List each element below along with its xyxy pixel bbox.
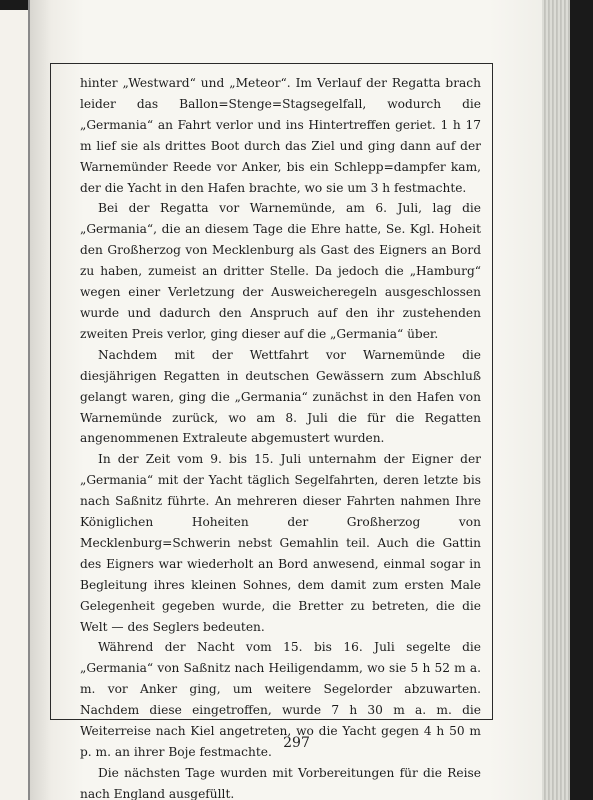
left-page-edge: [0, 10, 31, 800]
paragraph-4: In der Zeit vom 9. bis 15. Juli unternahm der Eigner der „Germania“ mit der Yacht täglich Segelfahrten, deren letzte bis nach Saßnitz führte. An mehreren dieser Fahrten nahmen Ihre Königlichen Hoheiten der Großherzog von Mecklenburg=Schwerin nebst Gemahlin teil. Auch die Gattin des Eigners war wiederholt an Bord anwesend, einmal sogar in Begleitung ihres kleinen Sohnes, dem damit zum ersten Male Gelegenheit gegeben wurde, die Bretter zu betreten, die die Welt — des Seglers bedeuten.: [80, 452, 481, 634]
paragraph-3: Nachdem mit der Wettfahrt vor Warnemünde die diesjährigen Regatten in deutschen Gewässern zum Abschluß gelangt waren, ging die „Germania“ zunächst in den Hafen von Warnemünde zurück, wo am 8. Juli die für die Regatten angenommenen Extraleute abgemustert wurden.: [80, 347, 481, 446]
paragraph-5: Während der Nacht vom 15. bis 16. Juli segelte die „Germania“ von Saßnitz nach Heiligendamm, wo sie 5 h 52 m a. m. vor Anker ging, um weitere Segelorder abzuwarten. Nachdem diese eingetroffen, wurde 7 h 30 m a. m. die Weiterreise nach Kiel angetreten, wo die Yacht gegen 4 h 50 m p. m. an ihrer Boje festmachte.: [80, 640, 481, 759]
paragraph-6: Die nächsten Tage wurden mit Vorbereitungen für die Reise nach England ausgefüllt.: [80, 765, 481, 800]
body-text: [80, 73, 481, 800]
paragraph-2: Bei der Regatta vor Warnemünde, am 6. Juli, lag die „Germania“, die an diesem Tage die Ehre hatte, Se. Kgl. Hoheit den Großherzog von Mecklenburg als Gast des Eigners an Bord zu haben, zumeist an dritter Stelle. Da jedoch die „Hamburg“ wegen einer Verletzung der Ausweicheregeln ausgeschlossen wurde und dadurch den Anspruch auf den ihr zustehenden zweiten Preis verlor, ging dieser auf die „Germania“ über.: [80, 201, 481, 341]
paragraph-1: hinter „Westward“ und „Meteor“. Im Verlauf der Regatta brach leider das Ballon=Stenge=Stagsegelfall, wodurch die „Germania“ an Fahrt verlor und ins Hintertreffen geriet. 1 h 17 m lief sie als drittes Boot durch das Ziel und ging dann auf der Warnemünder Reede vor Anker, bis ein Schlepp=dampfer kam, der die Yacht in den Hafen brachte, wo sie um 3 h festmachte.: [80, 76, 481, 195]
page-edges: [542, 0, 570, 800]
page-number: 297: [283, 735, 310, 751]
